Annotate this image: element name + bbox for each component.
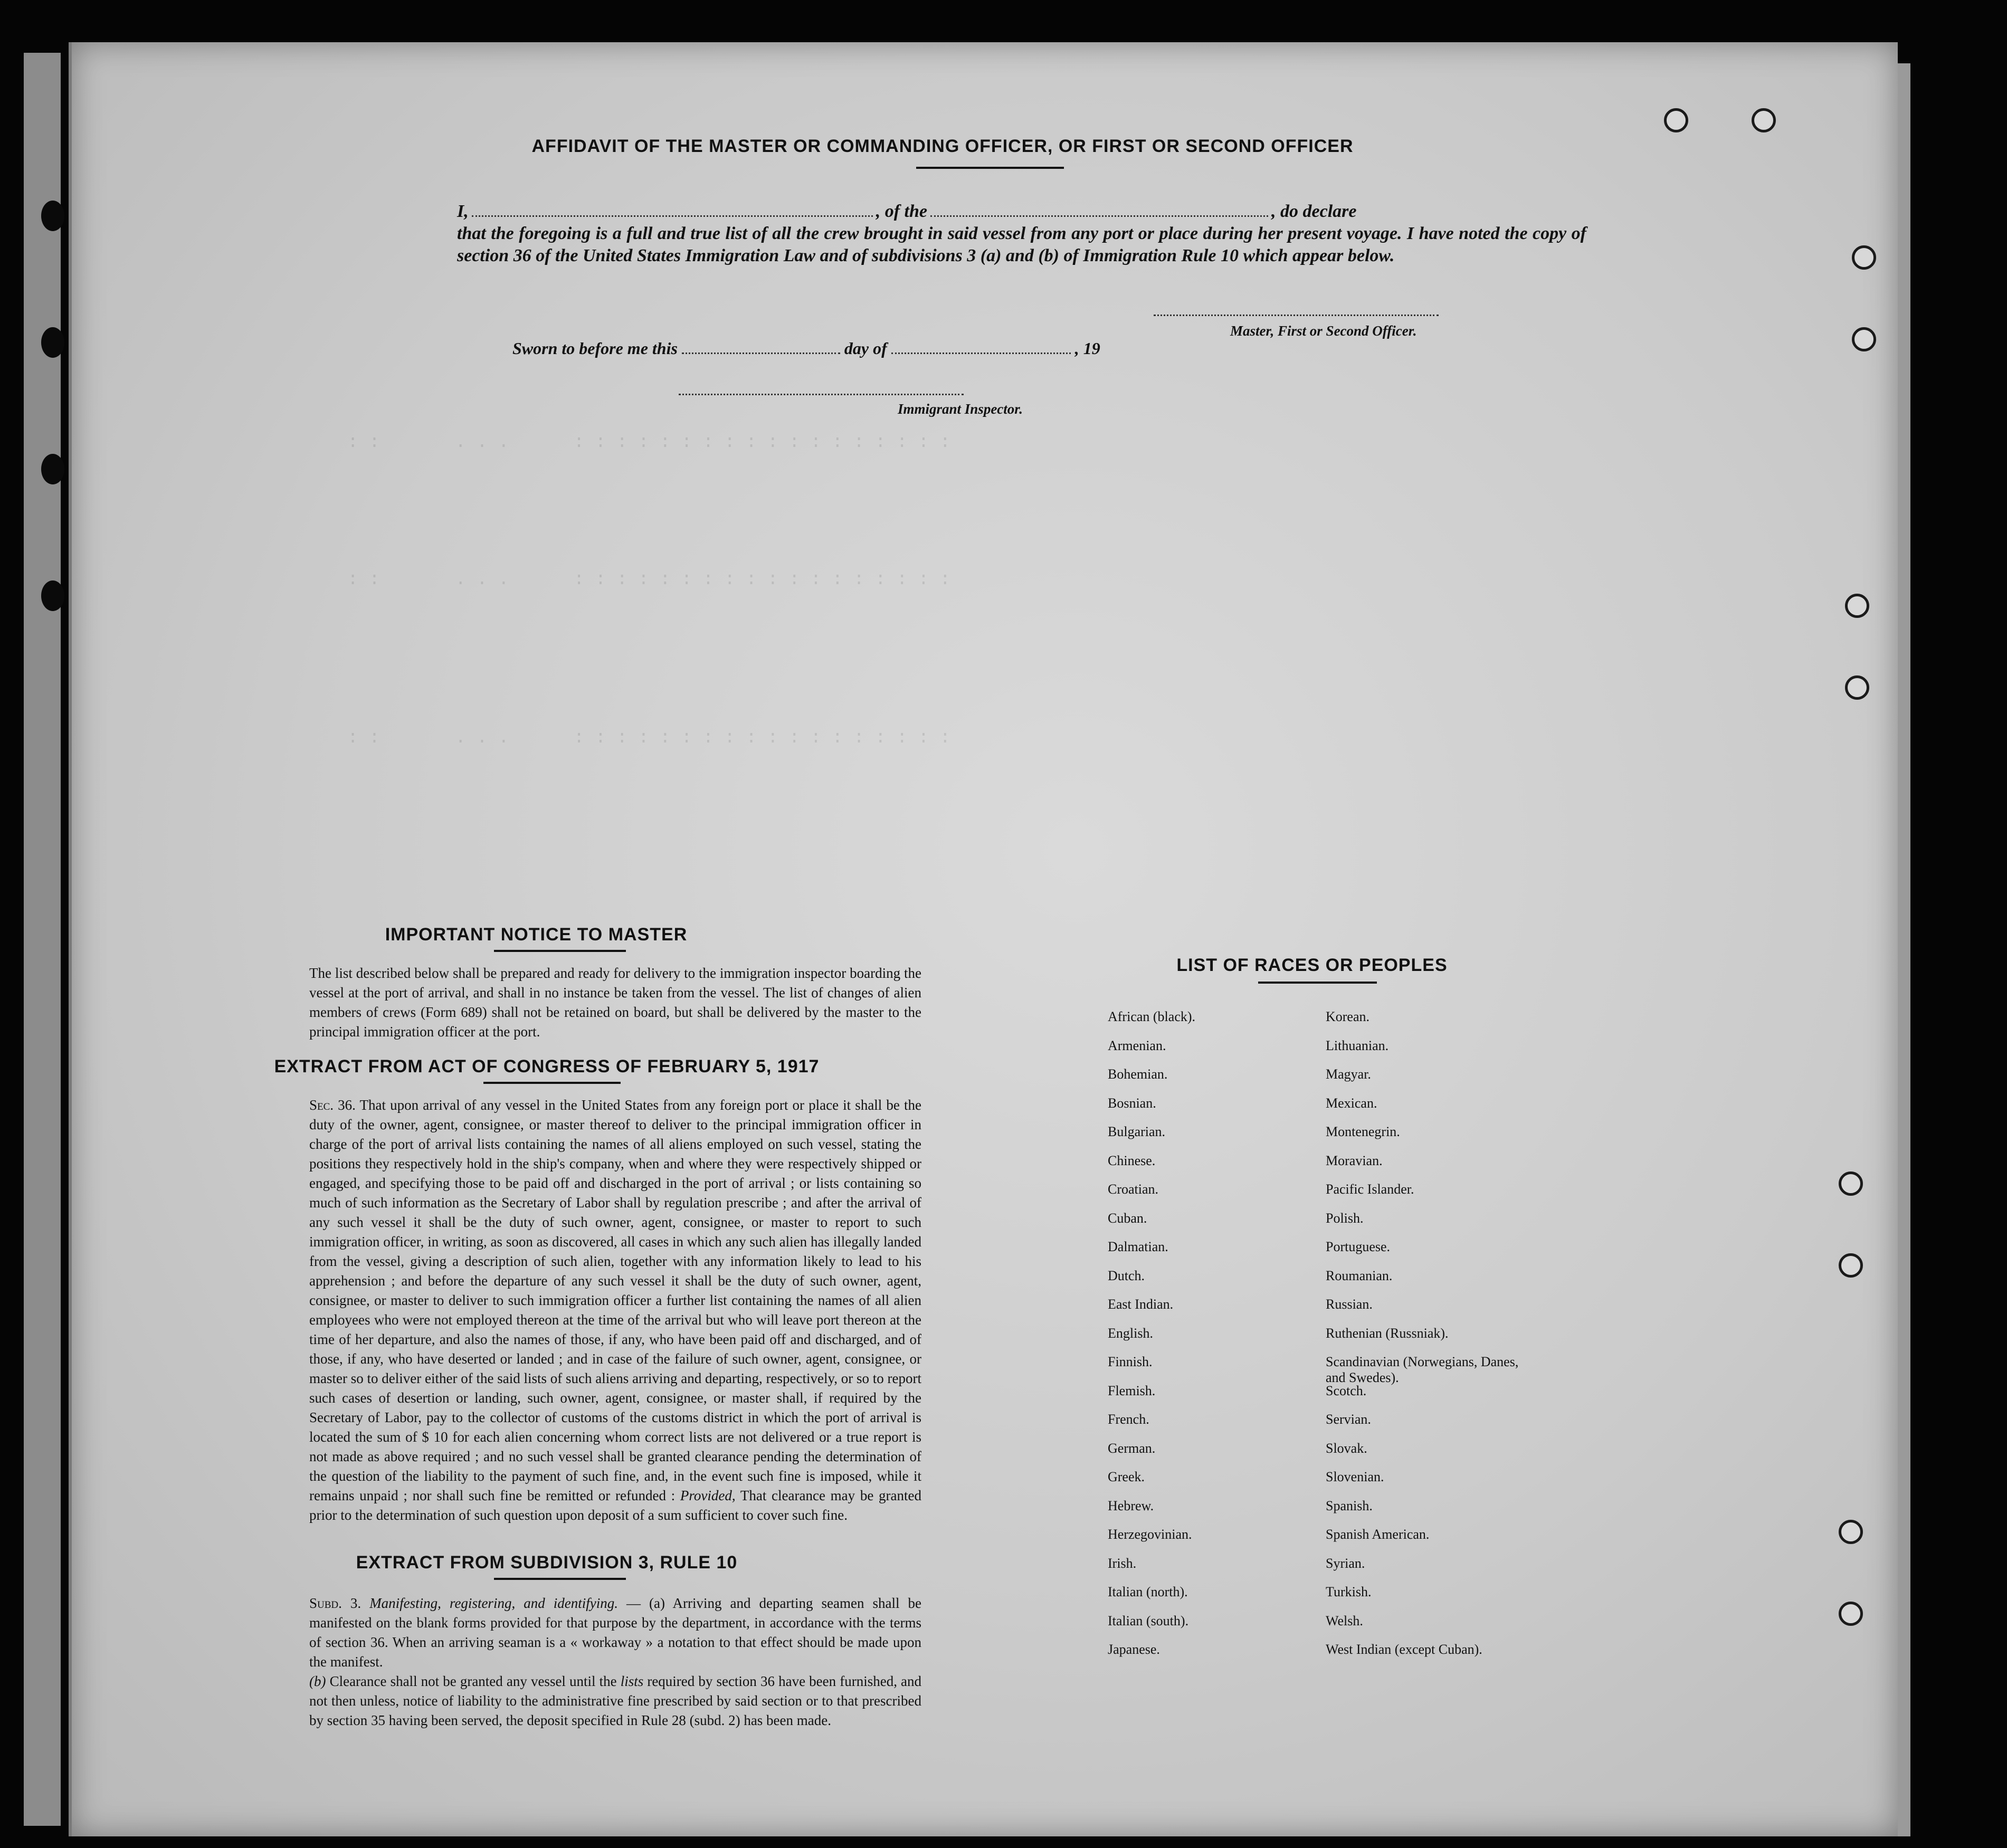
binding-hole — [41, 327, 64, 358]
bleed-through-text: : : . . . : : : : : : : : : : : : : : : : : : — [283, 570, 951, 590]
punch-hole — [1839, 1253, 1863, 1278]
race-item: Polish. — [1326, 1210, 1364, 1226]
punch-hole — [1839, 1171, 1863, 1196]
master-signature-line[interactable] — [1154, 315, 1439, 316]
race-item: Bulgarian. — [1108, 1124, 1166, 1139]
race-item: Dalmatian. — [1108, 1239, 1168, 1254]
name-field[interactable] — [472, 215, 873, 217]
bleed-through-text: : : . . . : : : : : : : : : : : : : : : : : : — [283, 728, 951, 748]
affidavit-body: that the foregoing is a full and true list of all the crew brought in said vessel from any port or place during her present voyage. I have noted the copy of section 36 of the United States Immigration Law and of subdivisions 3 (a) and (b) of Immigration Rule 10 which appear below. — [457, 224, 1586, 265]
race-item: Cuban. — [1108, 1210, 1147, 1226]
punch-hole — [1845, 594, 1869, 618]
punch-hole — [1852, 245, 1876, 270]
sworn-line — [512, 339, 1100, 358]
master-caption: Master, First or Second Officer. — [1230, 323, 1417, 339]
part-b-pre: Clearance shall not be granted any vessel until the — [329, 1673, 617, 1689]
races-title: LIST OF RACES OR PEOPLES — [1176, 955, 1448, 975]
part-b-post: required by section 36 have been furnished, and not then unless, notice of liability to the administrative fine prescribed by said section or to that prescribed by section 35 having been served, the deposit specified in Rule 28 (subd. 2) has been made. — [309, 1673, 922, 1728]
race-item: Irish. — [1108, 1555, 1137, 1571]
race-item: Pacific Islander. — [1326, 1182, 1414, 1197]
race-item: German. — [1108, 1440, 1156, 1456]
race-item: Slovak. — [1326, 1440, 1367, 1456]
sec-label: Sec. 36. — [309, 1097, 356, 1113]
punch-hole — [1852, 327, 1876, 351]
race-item: Italian (north). — [1108, 1584, 1188, 1599]
race-item: Mexican. — [1326, 1095, 1377, 1111]
race-item: Korean. — [1326, 1009, 1370, 1024]
race-item: Moravian. — [1326, 1152, 1383, 1168]
subd-label: Subd. 3. — [309, 1595, 362, 1611]
race-item: Servian. — [1326, 1412, 1371, 1427]
race-item: Bohemian. — [1108, 1066, 1168, 1082]
race-item: Russian. — [1326, 1297, 1373, 1312]
do-declare-label: , do declare — [1271, 202, 1357, 221]
inspector-caption: Immigrant Inspector. — [898, 401, 1023, 417]
race-item: Scandinavian (Norwegians, Danes, and Swedes). — [1326, 1354, 1519, 1385]
race-item: Turkish. — [1326, 1584, 1372, 1599]
race-item: Syrian. — [1326, 1555, 1365, 1571]
rule-body — [309, 1594, 921, 1730]
race-item: Spanish American. — [1326, 1527, 1430, 1542]
punch-hole — [1664, 108, 1688, 132]
sworn-prefix: Sworn to before me this — [512, 339, 678, 358]
race-item: Croatian. — [1108, 1182, 1159, 1197]
document-page — [69, 42, 1898, 1836]
bleed-through-text: : : . . . : : : : : : : : : : : : : : : : : : — [283, 433, 951, 453]
binding-hole — [41, 580, 64, 611]
day-of-label: day of — [844, 339, 887, 358]
race-item: Dutch. — [1108, 1268, 1145, 1283]
race-item: Roumanian. — [1326, 1268, 1393, 1283]
page-edge-left — [24, 53, 61, 1826]
race-item: Spanish. — [1326, 1498, 1373, 1513]
part-b-lists: lists — [620, 1673, 644, 1689]
race-item: French. — [1108, 1412, 1149, 1427]
race-item: English. — [1108, 1325, 1153, 1341]
sworn-day-field[interactable] — [682, 353, 840, 354]
part-a-text: — (a) Arriving and departing seamen shall be manifested on the blank forms provided for that purpose by the department, in accordance with the terms of section 36. When an arriving seaman is a « workaway » a notation to that effect should be made upon the manifest. — [309, 1595, 921, 1670]
race-item: Greek. — [1108, 1469, 1145, 1484]
i-prefix: I, — [457, 202, 469, 221]
punch-hole — [1752, 108, 1776, 132]
part-b-label: (b) — [309, 1673, 326, 1689]
binding-hole — [41, 201, 64, 231]
race-item: Finnish. — [1108, 1354, 1153, 1369]
title-rule — [916, 167, 1064, 169]
punch-hole — [1839, 1602, 1863, 1626]
race-item: Chinese. — [1108, 1152, 1156, 1168]
act-rule — [483, 1082, 621, 1084]
act-text: That upon arrival of any vessel in the United States from any foreign port or place it shall be the duty of the owner, agent, consignee, or master thereof to deliver to the principal immigration officer in charge of the port of arrival lists containing the names of all aliens employed on such vessel, stating the positions they respectively hold in the ship's company, when and where they were respectively shipped or engaged, and specifying those to be paid off and discharged in the port of arrival ; or lists containing so much of such information as the Secretary of Labor shall by regulation prescribe ; and after the arrival of any such vessel it shall be the duty of such owner, agent, consignee, or master to report to such immigration officer, in writing, as soon as discovered, all cases in which any such alien has illegally landed from the vessel, giving a description of such alien, together with any information likely to lead to his apprehension ; and before the departure of any such vessel it shall be the duty of such owner, agent, consignee, or master to deliver to such immigration officer a further list containing the names of all alien employees who were not employed thereon at the time of the arrival but who will leave port thereon at the time of her departure, and also the names of those, if any, who have been paid off and discharged, and of those, if any, who have deserted or landed ; and in case of the failure of such owner, agent, consignee, or master so to deliver either of the said lists of such aliens arriving and departing, respectively, or so to report such cases of desertion or landing, such owner, agent, consignee, or master shall, if required by the Secretary of Labor, pay to the collector of customs of the customs district in which the port of arrival is located the sum of $ 10 for each alien concerning whom correct lists are not delivered or a true report is not made as above required ; and no such vessel shall be granted clearance pending the determination of the question of the liability to the payment of such fine, and, in the event such fine is imposed, while it remains unpaid ; nor shall such fine be remitted or refunded : — [309, 1097, 922, 1503]
notice-body: The list described below shall be prepared and ready for delivery to the immigration inspector boarding the vessel at the port of arrival, and shall in no instance be taken from the vessel. The list of changes of alien members of crews (Form 689) shall not be retained on board, but shall be delivered by the master to the principal immigration officer at the port. — [309, 965, 921, 1040]
race-item: Bosnian. — [1108, 1095, 1156, 1111]
year-prefix: , 19 — [1074, 339, 1100, 358]
binding-hole — [41, 454, 64, 484]
race-item: Japanese. — [1108, 1642, 1160, 1657]
race-item: Scotch. — [1326, 1383, 1367, 1398]
race-item: Herzegovinian. — [1108, 1527, 1192, 1542]
affidavit-title: AFFIDAVIT OF THE MASTER OR COMMANDING OFFICER, OR FIRST OR SECOND OFFICER — [531, 136, 1354, 156]
race-item: Slovenian. — [1326, 1469, 1384, 1484]
provided-text: That clearance may be granted prior to the determination of such question upon deposit of a sum sufficient to cover such fine. — [309, 1488, 922, 1523]
vessel-field[interactable] — [930, 215, 1268, 217]
punch-hole — [1839, 1520, 1863, 1544]
race-item: Hebrew. — [1108, 1498, 1154, 1513]
notice-title: IMPORTANT NOTICE TO MASTER — [385, 925, 688, 945]
race-item: Flemish. — [1108, 1383, 1156, 1398]
act-body — [309, 1096, 921, 1525]
race-item: Welsh. — [1326, 1613, 1363, 1628]
rule-title: EXTRACT FROM SUBDIVISION 3, RULE 10 — [356, 1552, 738, 1573]
sworn-month-field[interactable] — [891, 353, 1071, 354]
race-item: Lithuanian. — [1326, 1037, 1389, 1053]
provided-label: Provided, — [680, 1488, 736, 1503]
race-item: East Indian. — [1108, 1297, 1174, 1312]
race-item: Italian (south). — [1108, 1613, 1189, 1628]
race-item: Magyar. — [1326, 1066, 1371, 1082]
notice-rule — [494, 950, 626, 952]
race-item: Portuguese. — [1326, 1239, 1391, 1254]
races-rule — [1258, 982, 1377, 984]
of-the-label: , of the — [876, 202, 928, 221]
rule-rule — [494, 1578, 626, 1580]
race-item: Armenian. — [1108, 1037, 1166, 1053]
punch-hole — [1845, 675, 1869, 700]
subd-title: Manifesting, registering, and identifying. — [369, 1595, 618, 1611]
race-item: West Indian (except Cuban). — [1326, 1642, 1482, 1657]
race-item: Montenegrin. — [1326, 1124, 1400, 1139]
inspector-signature-line[interactable] — [679, 394, 964, 395]
race-item: Ruthenian (Russniak). — [1326, 1325, 1449, 1341]
act-title: EXTRACT FROM ACT OF CONGRESS OF FEBRUARY 5, 1917 — [274, 1056, 820, 1077]
affidavit-declaration — [457, 201, 1586, 267]
race-item: African (black). — [1108, 1009, 1196, 1024]
